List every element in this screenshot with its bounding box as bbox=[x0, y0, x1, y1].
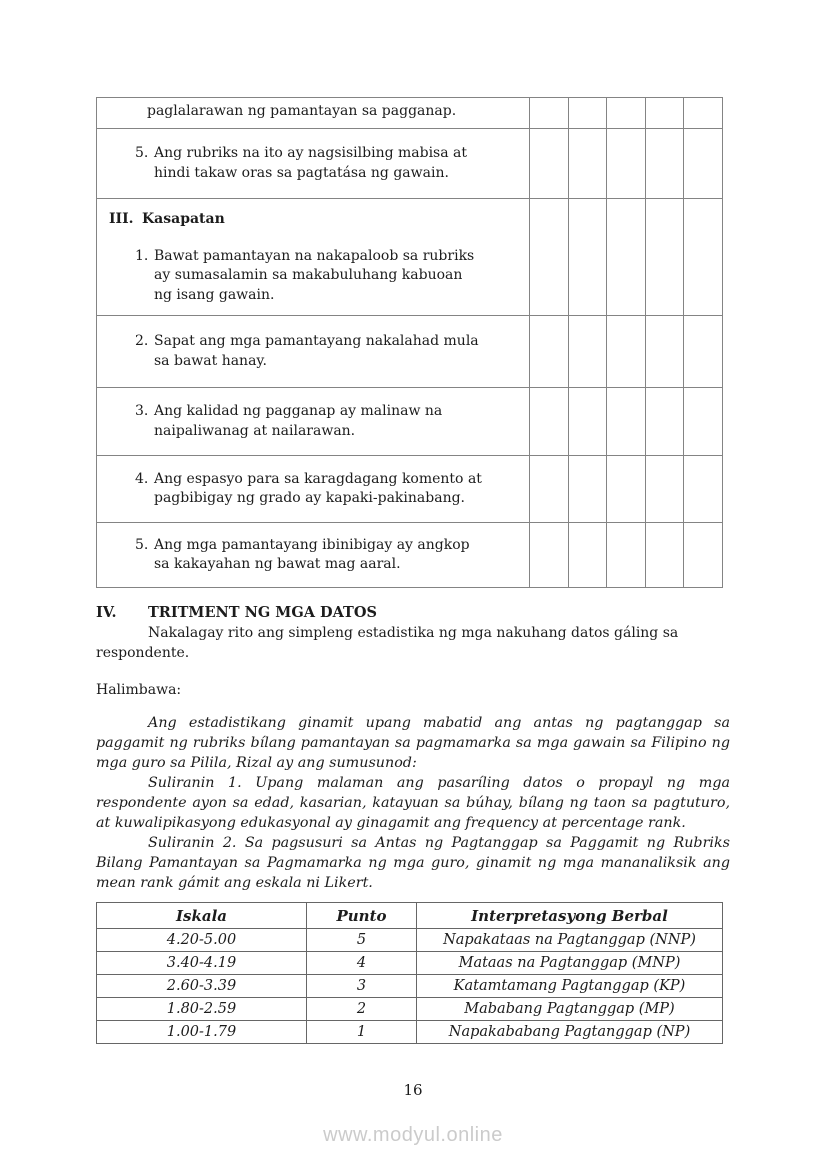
rubric-row bbox=[97, 199, 723, 316]
rubric-statement-cell bbox=[97, 199, 530, 316]
italic-paragraphs bbox=[96, 713, 730, 893]
rating-cell bbox=[607, 199, 646, 316]
likert-cell: 1.80-2.59 bbox=[97, 998, 307, 1021]
rating-cell bbox=[684, 129, 723, 199]
rating-cell bbox=[607, 129, 646, 199]
rating-cell bbox=[568, 199, 607, 316]
rating-cell bbox=[684, 199, 723, 316]
section-body-paragraph: Nakalagay rito ang simpleng estadistika ng mga nakuhang datos gáling sa respondente. bbox=[96, 625, 679, 661]
page-content bbox=[96, 97, 730, 1044]
rubric-row bbox=[97, 523, 723, 588]
rating-cell bbox=[684, 98, 723, 129]
likert-cell: Napakataas na Pagtanggap (NNP) bbox=[417, 929, 723, 952]
rating-cell bbox=[568, 456, 607, 523]
rating-cell bbox=[568, 523, 607, 588]
rating-cell bbox=[568, 388, 607, 456]
likert-cell: 1.00-1.79 bbox=[97, 1021, 307, 1044]
rating-cell bbox=[684, 456, 723, 523]
section-title: TRITMENT NG MGA DATOS bbox=[148, 604, 377, 621]
likert-cell: 2.60-3.39 bbox=[97, 975, 307, 998]
rating-cell bbox=[645, 129, 684, 199]
rating-cell bbox=[607, 523, 646, 588]
statement-continuation-text: paglalarawan ng pamantayan sa pagganap. bbox=[147, 103, 457, 119]
likert-cell: 4.20-5.00 bbox=[97, 929, 307, 952]
rubric-item-text: Ang rubriks na ito ay nagsisilbing mabisa at hindi takaw oras sa pagtatása ng gawain. bbox=[154, 145, 468, 181]
rubric-statement-cell bbox=[97, 456, 530, 523]
rubric-item bbox=[97, 470, 529, 509]
rubric-item bbox=[97, 402, 529, 441]
rubric-row bbox=[97, 388, 723, 456]
rubric-statement-cell bbox=[97, 316, 530, 388]
rating-cell bbox=[530, 98, 569, 129]
rubric-row bbox=[97, 129, 723, 199]
section-numeral: IV. bbox=[96, 604, 117, 621]
likert-header-cell: Iskala bbox=[97, 903, 307, 929]
likert-header-row bbox=[97, 903, 723, 929]
rubric-item-number: 3. bbox=[135, 403, 149, 419]
italic-paragraph: Suliranin 2. Sa pagsusuri sa Antas ng Pagtanggap sa Paggamit ng Rubriks Bilang Pamantayan sa Pagmamarka ng mga guro, ginamit ng mga mananaliksik ang mean rank gámit ang eskala ni Likert. bbox=[96, 835, 730, 891]
likert-row bbox=[97, 998, 723, 1021]
likert-row bbox=[97, 952, 723, 975]
italic-paragraph: Ang estadistikang ginamit upang mabatid ang antas ng pagtanggap sa paggamit ng rubriks bílang pamantayan sa pagmamarka sa mga gawain sa Filipino ng mga guro sa Pilila, Rizal ay ang sumusunod: bbox=[96, 715, 730, 771]
rating-cell bbox=[530, 456, 569, 523]
example-label: Halimbawa: bbox=[96, 682, 182, 698]
rubric-statement-cell bbox=[97, 523, 530, 588]
rubric-statement-cell bbox=[97, 98, 530, 129]
rating-cell bbox=[568, 316, 607, 388]
rubric-row bbox=[97, 98, 723, 129]
likert-scale-table bbox=[96, 902, 723, 1044]
likert-row bbox=[97, 929, 723, 952]
rubric-section-heading bbox=[109, 210, 529, 230]
rubric-item-text: Ang espasyo para sa karagdagang komento at pagbibigay ng grado ay kapaki-pakinabang. bbox=[154, 470, 482, 506]
rating-cell bbox=[645, 456, 684, 523]
rubric-item bbox=[97, 144, 529, 183]
likert-cell: Katamtamang Pagtanggap (KP) bbox=[417, 975, 723, 998]
rubric-item-number: 5. bbox=[135, 145, 149, 161]
rubric-section-numeral: III. bbox=[109, 211, 134, 227]
rubric-statement-cell bbox=[97, 388, 530, 456]
likert-cell: 1 bbox=[307, 1021, 417, 1044]
likert-cell: 2 bbox=[307, 998, 417, 1021]
rating-cell bbox=[645, 523, 684, 588]
likert-cell: Mataas na Pagtanggap (MNP) bbox=[417, 952, 723, 975]
rubric-section-title: Kasapatan bbox=[142, 211, 225, 227]
rating-cell bbox=[568, 98, 607, 129]
likert-cell: Napakababang Pagtanggap (NP) bbox=[417, 1021, 723, 1044]
italic-paragraph: Suliranin 1. Upang malaman ang pasaríling datos o propayl ng mga respondente ayon sa edad, kasarian, katayuan sa búhay, bílang ng taon sa pagtuturo, at kuwalipikasyong edukasyonal ay ginagamit ang frequency at percentage rank. bbox=[96, 775, 730, 831]
rating-cell bbox=[684, 523, 723, 588]
rubric-item-text: Ang kalidad ng pagganap ay malinaw na naipaliwanag at nailarawan. bbox=[154, 403, 443, 439]
rating-cell bbox=[530, 316, 569, 388]
rating-cell bbox=[645, 98, 684, 129]
rating-cell bbox=[684, 316, 723, 388]
rating-cell bbox=[530, 129, 569, 199]
rubric-item-number: 1. bbox=[135, 247, 149, 264]
likert-cell: 3 bbox=[307, 975, 417, 998]
likert-row bbox=[97, 1021, 723, 1044]
rubric-rating-table bbox=[96, 97, 723, 588]
rubric-row bbox=[97, 456, 723, 523]
rating-cell bbox=[645, 388, 684, 456]
rubric-item bbox=[97, 332, 529, 371]
rubric-item-text: Ang mga pamantayang ibinibigay ay angkop sa kakayahan ng bawat mag aaral. bbox=[154, 536, 470, 572]
rubric-statement-cell bbox=[97, 129, 530, 199]
rating-cell bbox=[607, 456, 646, 523]
rubric-item-number: 2. bbox=[135, 333, 149, 349]
rating-cell bbox=[530, 388, 569, 456]
rubric-item bbox=[97, 536, 529, 575]
rubric-row bbox=[97, 316, 723, 388]
rubric-item-text: Bawat pamantayan na nakapaloob sa rubriks ay sumasalamin sa makabuluhang kabuoan ng isang gawain. bbox=[154, 247, 475, 303]
rating-cell bbox=[568, 129, 607, 199]
rating-cell bbox=[530, 199, 569, 316]
likert-cell: 3.40-4.19 bbox=[97, 952, 307, 975]
rubric-item-text: Sapat ang mga pamantayang nakalahad mula sa bawat hanay. bbox=[154, 333, 479, 369]
rating-cell bbox=[607, 98, 646, 129]
rating-cell bbox=[530, 523, 569, 588]
rating-cell bbox=[607, 316, 646, 388]
page-number: 16 bbox=[403, 1081, 423, 1099]
likert-cell: 4 bbox=[307, 952, 417, 975]
rubric-item bbox=[97, 247, 529, 306]
rating-cell bbox=[684, 388, 723, 456]
rating-cell bbox=[645, 316, 684, 388]
watermark-text: www.modyul.online bbox=[323, 1124, 503, 1146]
likert-cell: Mababang Pagtanggap (MP) bbox=[417, 998, 723, 1021]
rating-cell bbox=[607, 388, 646, 456]
likert-header-cell: Punto bbox=[307, 903, 417, 929]
rating-cell bbox=[645, 199, 684, 316]
section-heading bbox=[96, 603, 730, 623]
rubric-item-number: 4. bbox=[135, 470, 149, 487]
likert-row bbox=[97, 975, 723, 998]
rubric-item-number: 5. bbox=[135, 536, 149, 553]
likert-header-cell: Interpretasyong Berbal bbox=[417, 903, 723, 929]
likert-cell: 5 bbox=[307, 929, 417, 952]
